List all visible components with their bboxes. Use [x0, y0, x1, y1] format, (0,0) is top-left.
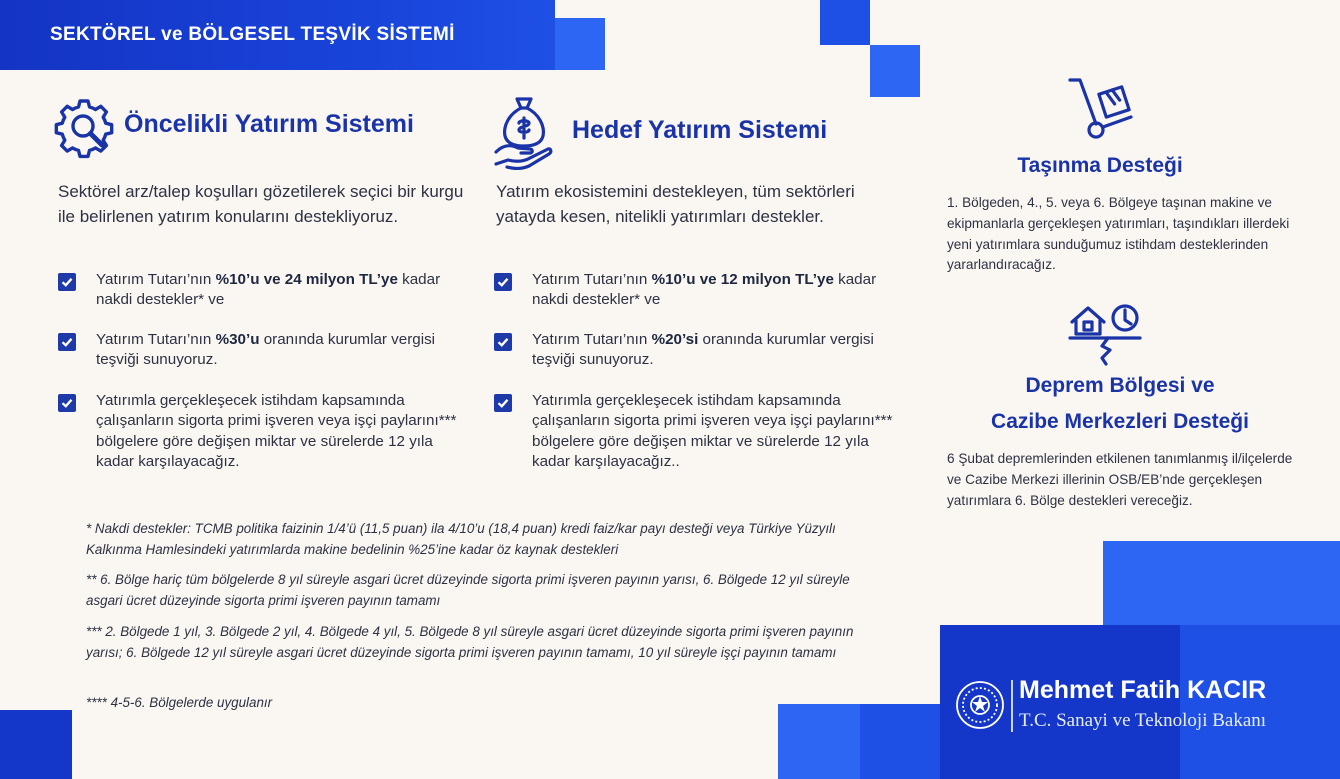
gear-magnifier-icon [54, 97, 116, 159]
earthquake-house-icon [1068, 300, 1144, 366]
page-title: SEKTÖREL ve BÖLGESEL TEŞVİK SİSTEMİ [50, 24, 455, 45]
checkbox-icon [494, 394, 512, 412]
section-intro: Sektörel arz/talep koşulları gözetilerek seçici bir kurgu ile belirlenen yatırım konularını destekliyoruz. [58, 182, 464, 226]
money-bag-hand-icon [493, 94, 555, 170]
deco-block [555, 18, 605, 70]
deco-block [870, 45, 920, 97]
minister-name: Mehmet Fatih KACIR [1019, 676, 1267, 704]
list-item [58, 391, 458, 473]
list-item [494, 270, 894, 311]
checkbox-icon [58, 333, 76, 351]
minister-title: T.C. Sanayi ve Teknoloji Bakanı [1019, 710, 1267, 731]
divider [1011, 680, 1013, 732]
section-title-hedef: Hedef Yatırım Sistemi [572, 116, 828, 144]
earthquake-title [940, 368, 1300, 440]
deco-block [0, 710, 72, 779]
ministry-seal-icon [955, 680, 1005, 735]
bullet-text: Yatırım Tutarı’nın %30’u oranında kurumlar vergisi teşviği sunuyoruz. [96, 331, 436, 369]
earthquake-title-line1: Deprem Bölgesi ve [1025, 374, 1215, 397]
earthquake-text: 6 Şubat depremlerinden etkilenen tanımlanmış il/ilçelerde ve Cazibe Merkezi illerinin OSB/EB’nde gerçekleşen yatırımlara 6. Bölge destekleri vereceğiz. [947, 451, 1293, 508]
hand-truck-icon [1066, 74, 1136, 142]
list-item [494, 391, 894, 473]
deco-block [1103, 541, 1340, 625]
deco-block [820, 0, 870, 45]
footnote: **** 4-5-6. Bölgelerde uygulanır [86, 695, 273, 710]
footnote: *** 2. Bölgede 1 yıl, 3. Bölgede 2 yıl, 4. Bölgede 4 yıl, 5. Bölgede 8 yıl süreyle asgari ücret düzeyinde sigorta primi işveren payının yarısı; 6. Bölgede 12 yıl süreyle asgari ücret düzeyinde sigorta primi işveren payının tamamı, 10 yıl süreyle işçi payının tamamı [86, 624, 854, 660]
bullet-text: Yatırımla gerçekleşecek istihdam kapsamında çalışanların sigorta primi işveren veya işçi paylarını*** bölgelere göre değişen miktar ve sürelerde 12 yıla kadar karşılayacağız.. [532, 392, 893, 471]
deco-block [860, 704, 940, 779]
earthquake-title-line2: Cazibe Merkezleri Desteği [991, 410, 1249, 433]
bullet-text: Yatırım Tutarı’nın %10’u ve 12 milyon TL’ye kadar nakdi destekler* ve [532, 271, 877, 309]
list-item [58, 270, 458, 311]
list-item [494, 330, 894, 371]
header-banner [0, 0, 555, 70]
deco-block [778, 704, 860, 779]
checkbox-icon [58, 273, 76, 291]
checkbox-icon [494, 273, 512, 291]
minister-signature [955, 672, 1335, 742]
bullet-text: Yatırım Tutarı’nın %20’si oranında kurumlar vergisi teşviği sunuyoruz. [532, 331, 874, 369]
bullet-text: Yatırımla gerçekleşecek istihdam kapsamında çalışanların sigorta primi işveren veya işçi paylarını*** bölgelere göre değişen miktar ve sürelerde 12 yıla kadar karşılayacağız. [96, 392, 457, 471]
relocation-title: Taşınma Desteği [1017, 154, 1183, 177]
section-intro: Yatırım ekosistemini destekleyen, tüm sektörleri yatayda kesen, nitelikli yatırımları destekler. [496, 182, 855, 226]
bullet-text: Yatırım Tutarı’nın %10’u ve 24 milyon TL’ye kadar nakdi destekler* ve [96, 271, 441, 309]
relocation-text: 1. Bölgeden, 4., 5. veya 6. Bölgeye taşınan makine ve ekipmanlarla gerçekleşen yatırımları, taşındıkları illerdeki yeni yatırımlara sunduğumuz istihdam desteklerinden yararlandıracağız. [947, 195, 1290, 273]
checkbox-icon [58, 394, 76, 412]
section-title-oncelikli: Öncelikli Yatırım Sistemi [124, 110, 414, 138]
list-item [58, 330, 458, 371]
footnote: ** 6. Bölge hariç tüm bölgelerde 8 yıl süreyle asgari ücret düzeyinde sigorta primi işveren payının yarısı, 6. Bölgede 12 yıl süreyle asgari ücret düzeyinde sigorta primi işveren payının tamamı [86, 572, 850, 608]
footnote: * Nakdi destekler: TCMB politika faizinin 1/4’ü (11,5 puan) ila 4/10’u (18,4 puan) kredi faiz/kar payı desteği veya Türkiye Yüzyılı Kalkınma Hamlesindeki yatırımlarda makine bedelinin %25’ine kadar öz kaynak destekleri [86, 521, 836, 557]
checkbox-icon [494, 333, 512, 351]
